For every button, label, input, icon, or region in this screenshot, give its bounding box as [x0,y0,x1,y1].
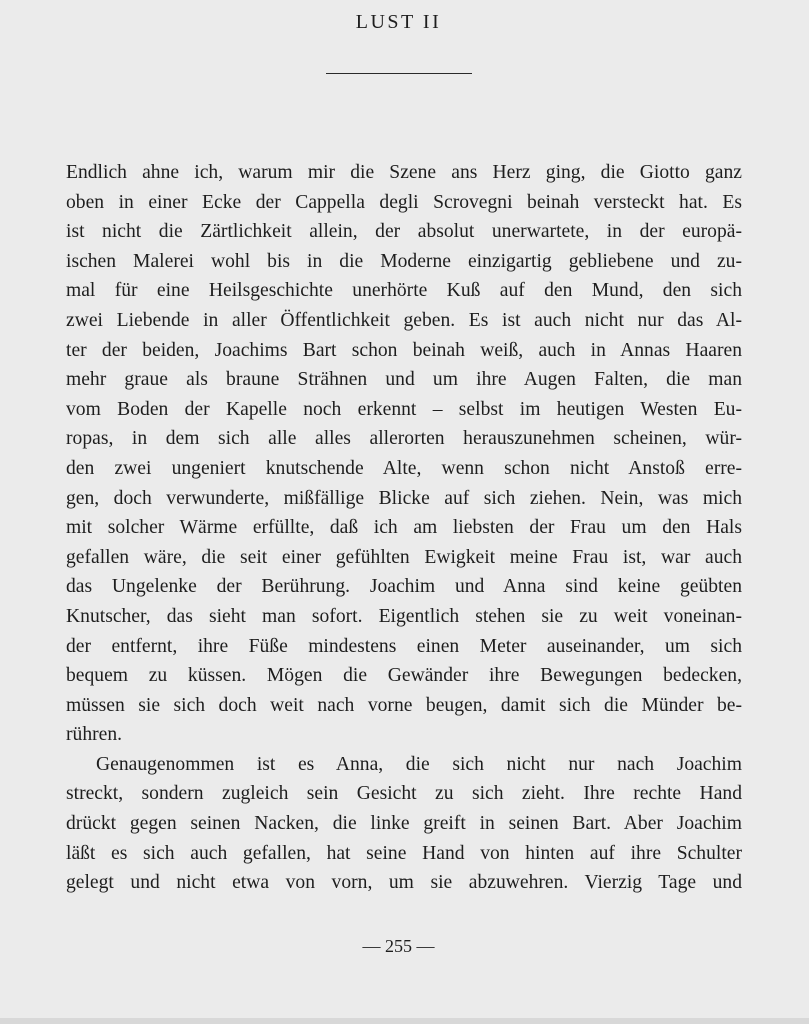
paragraph [66,750,742,898]
text-line: Endlich ahne ich, warum mir die Szene ans Herz ging, die Giotto ganz [66,162,742,183]
text-line: ropas, in dem sich alle alles allerorten herauszunehmen scheinen, wür- [66,428,742,450]
text-line: der entfernt, ihre Füße mindestens einen Meter auseinander, um sich [66,635,742,657]
text-line: den zwei ungeniert knutschende Alte, wenn schon nicht Anstoß erre- [66,457,742,479]
page-number: — 255 — [362,936,435,956]
text-line: drückt gegen seinen Nacken, die linke greift in seinen Bart. Aber Joachim [66,813,742,835]
text-line: mit solcher Wärme erfüllte, daß ich am liebsten der Frau um den Hals [66,517,742,539]
body-text [66,158,742,898]
text-line: mal für eine Heilsgeschichte unerhörte Kuß auf den Mund, den sich [66,280,742,302]
text-line: Knutscher, das sieht man sofort. Eigentlich stehen sie zu weit voneinan- [66,605,742,627]
text-line: Genaugenommen ist es Anna, die sich nicht nur nach Joachim [96,753,742,775]
text-line: ter der beiden, Joachims Bart schon beinah weiß, auch in Annas Haaren [66,339,742,361]
header-rule [326,73,472,74]
text-line: das Ungelenke der Berührung. Joachim und Anna sind keine geübten [66,576,742,598]
text-line: ischen Malerei wohl bis in die Moderne einzigartig gebliebene und zu- [66,250,742,272]
text-line: ist nicht die Zärtlichkeit allein, der absolut unerwartete, in der europä- [66,221,742,243]
text-line: vom Boden der Kapelle noch erkennt – selbst im heutigen Westen Eu- [66,398,742,420]
text-line: gen, doch verwunderte, mißfällige Blicke auf sich ziehen. Nein, was mich [66,487,742,509]
text-line: oben in einer Ecke der Cappella degli Scrovegni beinah versteckt hat. Es [66,191,742,213]
page-edge [0,1018,809,1024]
text-line: läßt es sich auch gefallen, hat seine Hand von hinten auf ihre Schulter [66,842,742,864]
text-line: rühren. [66,724,123,746]
text-line: streckt, sondern zugleich sein Gesicht zu sich zieht. Ihre rechte Hand [66,783,742,805]
text-line: bequem zu küssen. Mögen die Gewänder ihre Bewegungen bedecken, [66,665,742,687]
running-title: LUST II [355,11,442,33]
text-line: müssen sie sich doch weit nach vorne beugen, damit sich die Münder be- [66,694,742,716]
text-line: mehr graue als braune Strähnen und um ihre Augen Falten, die man [66,369,742,391]
text-line: gefallen wäre, die seit einer gefühlten Ewigkeit meine Frau ist, war auch [66,546,742,568]
paragraph [66,158,742,750]
text-line: gelegt und nicht etwa von vorn, um sie abzuwehren. Vierzig Tage und [66,872,742,894]
text-line: zwei Liebende in aller Öffentlichkeit geben. Es ist auch nicht nur das Al- [66,309,742,331]
